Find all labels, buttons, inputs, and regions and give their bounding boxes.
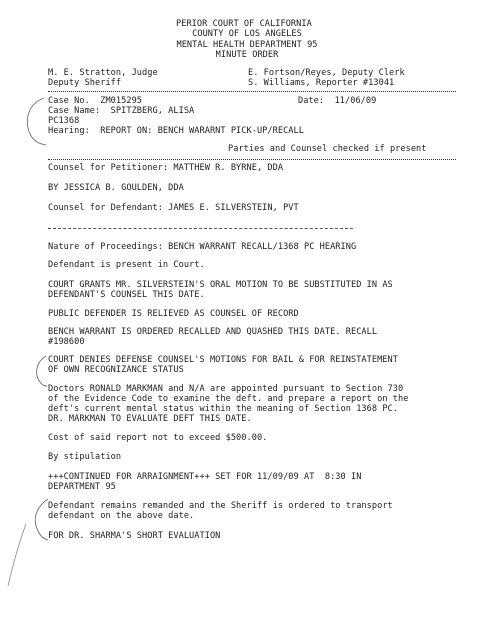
separator-rule xyxy=(48,91,456,92)
warrant-line-1: BENCH WARRANT IS ORDERED RECALLED AND QUASHED THIS DATE. RECALL xyxy=(48,327,378,337)
dashed-divider xyxy=(48,228,353,229)
reporter-name: S. Williams, Reporter #13041 xyxy=(248,78,395,88)
parties-note: Parties and Counsel checked if present xyxy=(228,144,427,154)
denies-line-2: OF OWN RECOGNIZANCE STATUS xyxy=(48,365,184,375)
case-number: Case No. ZM015295 xyxy=(48,96,143,106)
remanded-line-1: Defendant remains remanded and the Sheriff is ordered to transport xyxy=(48,501,393,511)
document-type: MINUTE ORDER xyxy=(215,50,279,60)
continued-line-2: DEPARTMENT 95 xyxy=(48,482,116,492)
doctors-line-3: deft's current mental status within the meaning of Section 1368 PC. xyxy=(48,404,398,414)
pd-relieved: PUBLIC DEFENDER IS RELIEVED AS COUNSEL OF RECORD xyxy=(48,309,299,319)
denies-line-1: COURT DENIES DEFENSE COUNSEL'S MOTIONS FOR BAIL & FOR REINSTATEMENT xyxy=(48,355,398,365)
nature-of-proceedings: Nature of Proceedings: BENCH WARRANT RECALL/1368 PC HEARING xyxy=(48,242,357,252)
stipulation-line: By stipulation xyxy=(48,452,122,462)
sheriff-label: Deputy Sheriff xyxy=(48,78,122,88)
separator-rule xyxy=(48,159,456,160)
case-name: Case Name: SPITZBERG, ALISA xyxy=(48,106,195,116)
continued-line-1: +++CONTINUED FOR ARRAIGNMENT+++ SET FOR 11/09/09 AT 8:30 IN xyxy=(48,472,362,482)
defendant-counsel: Counsel for Defendant: JAMES E. SILVERSTEIN, PVT xyxy=(48,203,299,213)
grant-line-1: COURT GRANTS MR. SILVERSTEIN'S ORAL MOTION TO BE SUBSTITUTED IN AS xyxy=(48,280,393,290)
department-name: MENTAL HEALTH DEPARTMENT 95 xyxy=(176,40,318,50)
cost-line: Cost of said report not to exceed $500.00. xyxy=(48,433,268,443)
judge-name: M. E. Stratton, Judge xyxy=(48,68,158,78)
case-date: Date: 11/06/09 xyxy=(298,96,377,106)
defendant-present: Defendant is present in Court. xyxy=(48,260,205,270)
warrant-line-2: #198600 xyxy=(48,337,85,347)
sharma-line: FOR DR. SHARMA'S SHORT EVALUATION xyxy=(48,531,221,541)
margin-stroke-mark xyxy=(2,520,32,590)
case-code: PC1368 xyxy=(48,116,80,126)
doctors-line-2: of the Evidence Code to examine the deft. and prepare a report on the xyxy=(48,394,409,404)
remanded-line-2: defendant on the above date. xyxy=(48,511,195,521)
petitioner-counsel: Counsel for Petitioner: MATTHEW R. BYRNE, DDA xyxy=(48,163,284,173)
doctors-line-4: DR. MARKMAN TO EVALUATE DEFT THIS DATE. xyxy=(48,414,252,424)
grant-line-2: DEFENDANT'S COUNSEL THIS DATE. xyxy=(48,290,205,300)
county-name: COUNTY OF LOS ANGELES xyxy=(192,29,302,39)
doctors-line-1: Doctors RONALD MARKMAN and N/A are appointed pursuant to Section 730 xyxy=(48,384,404,394)
court-name: PERIOR COURT OF CALIFORNIA xyxy=(176,19,312,29)
hearing-line: Hearing: REPORT ON: BENCH WARARNT PICK-UP/RECALL xyxy=(48,126,304,136)
petitioner-by: BY JESSICA B. GOULDEN, DDA xyxy=(48,183,184,193)
clerk-name: E. Fortson/Reyes, Deputy Clerk xyxy=(248,68,405,78)
